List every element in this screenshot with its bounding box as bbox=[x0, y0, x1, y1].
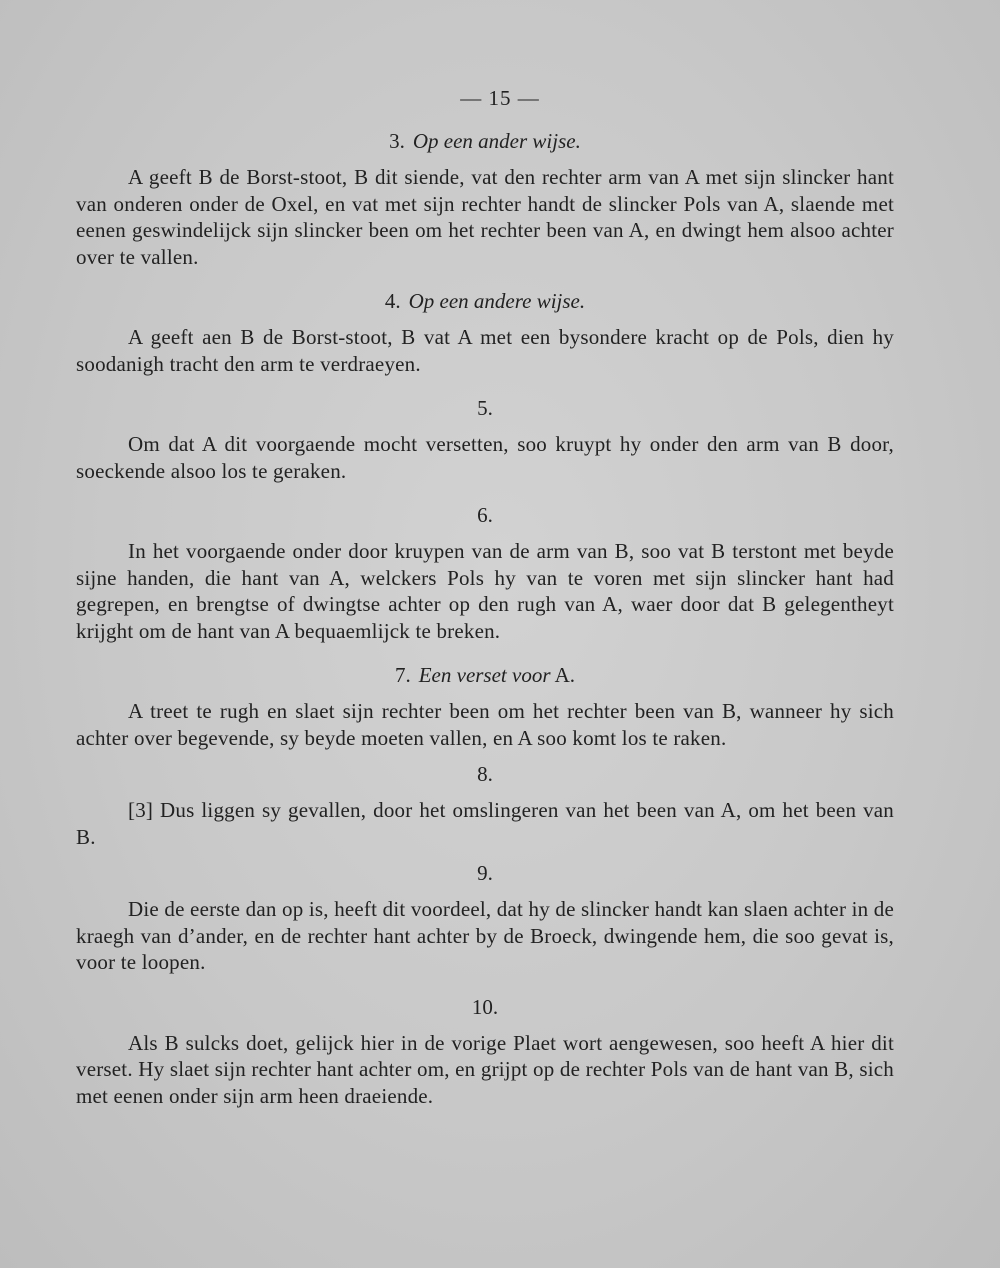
section-10-heading bbox=[76, 994, 894, 1020]
section-title: Een verset voor bbox=[418, 663, 551, 687]
page-content bbox=[76, 128, 894, 1109]
page-number: — 15 — bbox=[460, 86, 540, 110]
section-8-heading bbox=[76, 761, 894, 787]
section-title-tail: A. bbox=[554, 663, 576, 687]
section-title: Op een ander wijse. bbox=[412, 129, 581, 153]
section-9-heading bbox=[76, 860, 894, 886]
section-number: 10. bbox=[471, 994, 499, 1019]
section-number: 6. bbox=[477, 503, 493, 527]
section-7-text: A treet te rugh en slaet sijn rechter been om het rechter been van B, wanneer hy sich achter over begevende, sy beyde moeten vallen, en A soo komt los te raken. bbox=[76, 699, 894, 750]
section-number: 7. bbox=[394, 663, 411, 687]
section-7-heading bbox=[76, 662, 894, 688]
section-6-heading bbox=[76, 502, 894, 528]
section-6-text: In het voorgaende onder door kruypen van de arm van B, soo vat B terstont met beyde sijne handen, die hant van A, welckers Pols hy van te voren met sijn slincker hant had gegrepen, en brengtse of dwingtse achter op den rugh van A, waer door dat B gelegentheyt krijght om de hant van A bequaemlijck te breken. bbox=[76, 539, 894, 643]
section-5-text: Om dat A dit voorgaende mocht versetten, soo kruypt hy onder den arm van B door, soeckende alsoo los te geraken. bbox=[76, 432, 894, 483]
section-title: Op een andere wijse. bbox=[408, 289, 586, 313]
section-10-text: Als B sulcks doet, gelijck hier in de vorige Plaet wort aengewesen, soo heeft A hier dit verset. Hy slaet sijn rechter hant achter om, en grijpt op de rechter Pols van de hant van B, sich met eenen onder sijn arm heen draeiende. bbox=[76, 1030, 894, 1108]
section-number: 9. bbox=[477, 861, 493, 885]
section-4-text: A geeft aen B de Borst-stoot, B vat A met een bysondere kracht op de Pols, dien hy soodanigh tracht den arm te verdraeyen. bbox=[76, 325, 894, 376]
section-8-text: [3] Dus liggen sy gevallen, door het omslingeren van het been van A, om het been van B. bbox=[76, 798, 894, 849]
section-5-heading bbox=[76, 395, 894, 421]
section-number: 5. bbox=[477, 396, 493, 420]
section-number: 4. bbox=[384, 289, 401, 313]
section-4-heading bbox=[76, 288, 894, 314]
section-3-text: A geeft B de Borst-stoot, B dit siende, vat den rechter arm van A met sijn slincker hant van onderen onder de Oxel, en vat met sijn rechter handt de slincker Pols van A, slaende met eenen geswindelijck sijn slincker been om het rechter been van A, en dwingt hem alsoo achter over te vallen. bbox=[76, 165, 894, 269]
section-9-text: Die de eerste dan op is, heeft dit voordeel, dat hy de slincker handt kan slaen achter in de kraegh van d’ander, en de rechter hant achter by de Broeck, dwingende hem, die soo gevat is, voor te loopen. bbox=[76, 897, 894, 974]
section-number: 3. bbox=[389, 129, 405, 153]
section-3-heading bbox=[76, 128, 894, 154]
section-number: 8. bbox=[477, 762, 493, 786]
